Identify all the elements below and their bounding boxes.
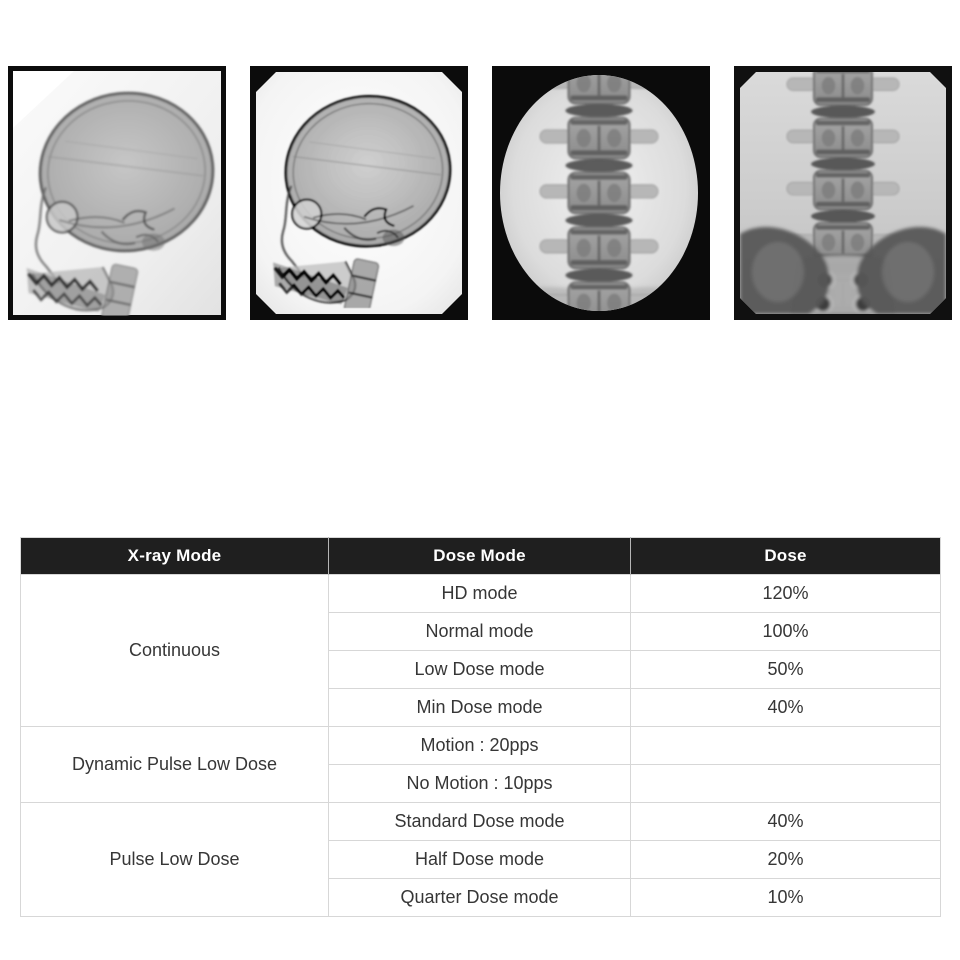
xray-mode-cell: Dynamic Pulse Low Dose [21, 727, 329, 803]
dose-value-cell [631, 727, 941, 765]
dose-value-cell: 50% [631, 651, 941, 689]
dose-table [20, 537, 941, 917]
xray-image-skull-collimated [250, 66, 468, 320]
skull-xray-illustration-1 [8, 66, 226, 320]
dose-value-cell: 40% [631, 803, 941, 841]
xray-mode-cell: Pulse Low Dose [21, 803, 329, 917]
dose-table-row [21, 575, 941, 613]
xray-images-row [8, 66, 952, 320]
dose-mode-cell: Quarter Dose mode [329, 879, 631, 917]
xray-mode-cell: Continuous [21, 575, 329, 727]
dose-mode-cell: HD mode [329, 575, 631, 613]
dose-mode-cell: Min Dose mode [329, 689, 631, 727]
header-dose: Dose [631, 538, 941, 575]
dose-mode-cell: Motion : 20pps [329, 727, 631, 765]
dose-value-cell: 120% [631, 575, 941, 613]
dose-mode-cell: Half Dose mode [329, 841, 631, 879]
skull-xray-illustration-2 [250, 66, 468, 320]
dose-table-row [21, 803, 941, 841]
dose-value-cell: 40% [631, 689, 941, 727]
dose-mode-cell: Normal mode [329, 613, 631, 651]
dose-table-row [21, 727, 941, 765]
header-dose-mode: Dose Mode [329, 538, 631, 575]
dose-mode-cell: No Motion : 10pps [329, 765, 631, 803]
dose-value-cell: 20% [631, 841, 941, 879]
xray-image-skull-full [8, 66, 226, 320]
xray-image-spine-circular [492, 66, 710, 320]
dose-mode-cell: Low Dose mode [329, 651, 631, 689]
spine-xray-illustration-1 [492, 66, 710, 320]
dose-value-cell: 100% [631, 613, 941, 651]
dose-table-body [21, 575, 941, 917]
dose-value-cell [631, 765, 941, 803]
header-xray-mode: X-ray Mode [21, 538, 329, 575]
dose-value-cell: 10% [631, 879, 941, 917]
xray-image-spine-pelvis [734, 66, 952, 320]
dose-mode-cell: Standard Dose mode [329, 803, 631, 841]
spine-xray-illustration-2 [734, 66, 952, 320]
dose-table-header-row [21, 538, 941, 575]
